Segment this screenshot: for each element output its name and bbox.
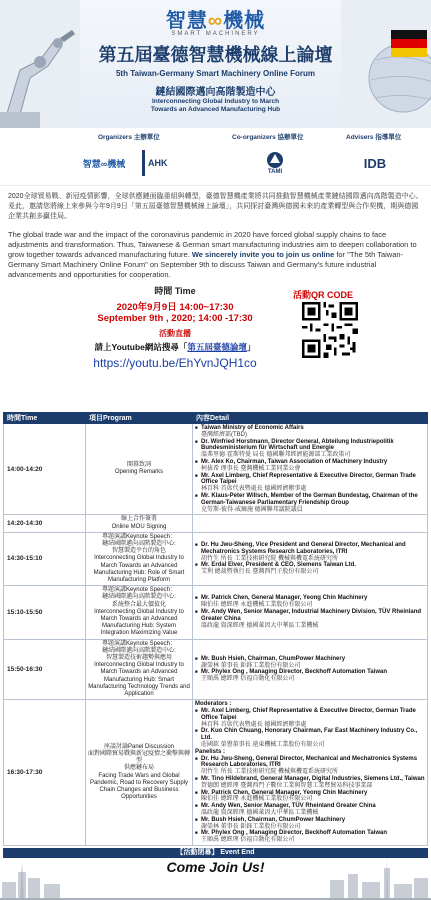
intro-en-part1: The global trade war and the impact of the coronavirus pandemic in 2020 have forced global supply chains to face adjustments and transformation. Thus, Taiwanese & German smart manufacturing industries aim to deepen collaboration to grow together towards advanced manufacturing future.	[8, 230, 417, 259]
infinity-icon: ∞	[207, 10, 224, 32]
speaker-name-zh: 陳伯佳 總經理 永進機械工業股份有限公司	[201, 796, 313, 803]
qr-code-icon[interactable]	[302, 302, 358, 358]
program-line: 鏈結國際邁向高階製造中心:	[102, 540, 176, 547]
program-line: 智慧製造技術趨勢與應用	[105, 655, 172, 662]
program-line: 供應鏈布局	[123, 765, 154, 772]
agenda-program	[86, 586, 193, 639]
agenda-row	[4, 515, 428, 532]
youtube-search-suffix: 」	[246, 342, 256, 352]
idb-label: IDB	[363, 155, 387, 171]
intro-en-invite: We sincerely invite you to join us online	[191, 250, 335, 259]
speaker-name-en: ■ Mr. Axel Limberg, Chief Representative & Executive Director, German Trade Office Taipei	[201, 472, 416, 486]
theme-title-en-line2: Towards an Advanced Manufacturing Hub	[150, 106, 281, 113]
agenda-program	[86, 515, 193, 532]
agenda-row	[4, 639, 428, 700]
agenda-detail	[193, 586, 428, 639]
speaker-item	[195, 803, 425, 817]
speaker-name-en: ■ Dr. Hu Jwu-Sheng, Vice President and General Director, Mechanical and Mechatronics Systems Research Laboratories, ITRI	[201, 541, 406, 555]
speaker-name-zh: 溫弗里德·霍斯特曼 局長 德國聯邦經濟能源部工業政策司	[201, 452, 351, 459]
speaker-item	[195, 756, 425, 776]
event-end-bar: 【活動閉幕】 Event End	[3, 848, 428, 858]
speaker-item	[195, 459, 425, 473]
theme-title-zh: 鏈結國際邁向高階製造中心	[155, 87, 276, 98]
logo-subtitle: SMART MACHINERY	[171, 31, 260, 37]
speaker-name-zh: 林百科 首席代表暨處長 德國經濟辦事處	[201, 486, 307, 493]
agenda-detail	[193, 700, 428, 846]
program-line: 鏈結國際邁向高階製造中心:	[102, 647, 176, 654]
agenda-time: 16:30-17:30	[4, 700, 86, 846]
youtube-link[interactable]: https://youtu.be/EhYvnJQH1co	[93, 356, 257, 370]
come-join-us-slogan: Come Join Us!	[166, 859, 265, 875]
event-date-en: September 9th , 2020; 14:00 -17:30	[97, 313, 253, 324]
speaker-name-en: ■ Mr. Patrick Chen, General Manager, Yeong Chin Machinery	[201, 595, 368, 602]
agenda-detail	[193, 515, 428, 532]
speaker-name-en: ■ Mr. Axel Limberg, Chief Representative & Executive Director, German Trade Office Taipei	[201, 708, 416, 721]
header-time: 時間Time	[4, 413, 86, 424]
speaker-name-zh: 謝榮林 董事長 鉅鋒工業股份有限公司	[201, 823, 301, 830]
agenda-detail	[193, 532, 428, 585]
speaker-name-en: ■ Mr. Alex Ko, Chairman, Taiwan Association of Machinery Industry	[201, 458, 388, 465]
event-date-zh: 2020年9月9日 14:00~17:30	[116, 302, 234, 313]
speaker-item	[195, 790, 425, 804]
speaker-item	[195, 473, 425, 493]
speaker-item	[195, 817, 425, 831]
speaker-name-en: ■ Mr. Phylex Ong , Managing Director, Beckhoff Automation Taiwan	[201, 830, 388, 837]
speaker-name-en: ■ Mr. Tino Hildebrand, General Manager, Digital Industries, Siemens Ltd., Taiwan	[201, 776, 425, 782]
speaker-item	[195, 439, 425, 459]
program-line: 線上合作簽署	[120, 516, 157, 523]
speaker-name-zh: 克勞斯-彼得·威爾施 德國聯邦議院議員	[201, 506, 303, 513]
agenda-time: 15:10-15:50	[4, 586, 86, 639]
speaker-item	[195, 830, 425, 844]
schedule-info	[60, 284, 290, 370]
program-line: 鏈結國際邁向高階製造中心:	[102, 594, 176, 601]
agenda-header-row	[4, 413, 428, 424]
tami-logo	[255, 150, 295, 176]
speaker-name-zh: 謝榮林 董事長 鉅鋒工業股份有限公司	[201, 662, 301, 669]
speaker-item	[195, 542, 425, 562]
speaker-item	[195, 425, 425, 439]
speaker-name-en: ■ Mr. Erdal Elver, President & CEO, Siemens Taiwan Ltd.	[201, 562, 356, 569]
youtube-search-keyword[interactable]: 第五屆臺德論壇	[187, 342, 247, 352]
tami-emblem-icon	[266, 151, 284, 169]
coorganizers-heading: Co-organizers 協辦單位	[232, 134, 304, 141]
speaker-name-zh: 艾利 總裁暨執行長 臺灣西門子股份有限公司	[201, 569, 319, 576]
speaker-item	[195, 609, 425, 629]
livestream-label: 活動直播	[159, 329, 191, 338]
program-line: Interconnecting Global Industry to March Towards an Advanced Manufacturing Hub: Smart Manufacturing Technology Trends and Application	[88, 662, 190, 698]
header-banner	[0, 0, 431, 128]
agenda-program	[86, 639, 193, 700]
speaker-name-zh: 王順禹 總經理 倍福自動化有限公司	[201, 837, 295, 844]
speaker-item	[195, 595, 425, 609]
header-program: 項目Program	[86, 413, 193, 424]
speaker-item	[195, 656, 425, 670]
speaker-name-en: ■ Mr. Klaus-Peter Willsch, Member of the German Bundestag, Chairman of the German-Taiwanese Parliamentary Friendship Group	[201, 492, 418, 506]
speaker-item	[195, 493, 425, 513]
program-line: Facing Trade Wars and Global Pandemic, Road to Recovery Supply Chain Changes and Business Opportunities	[89, 772, 189, 801]
program-line: 開幕致詞	[126, 461, 151, 468]
speaker-name-zh: 王順禹 總經理 倍福自動化有限公司	[201, 676, 295, 683]
logo-text-2: 機械	[223, 10, 266, 32]
program-line: Opening Remarks	[114, 469, 164, 476]
qr-code-label: 活動QR CODE	[293, 290, 354, 300]
speaker-item	[195, 776, 425, 790]
ahk-logo: AHK	[142, 150, 202, 176]
intro-paragraph-zh: 2020全球貿易戰、新冠疫情影響，全球供應鏈面臨重組與轉型，臺德智慧機產業將共同推動智慧機械產業鏈結國際邁向高階製造中心。爰此，邀請您將線上來參與今年9月9日「第五屆臺德智慧機械線上論壇」，共同探討臺灣與德國未來的產業轉型與合作契機，期與德國企業共創多贏佳局。	[8, 193, 423, 220]
program-line: 座談討論Panel Discussion	[103, 743, 175, 750]
forum-title-zh: 第五屆臺德智慧機械線上論壇	[98, 45, 333, 65]
speaker-name-en: ■ Dr. Kuo Chin Chuang, Honorary Chairman, Far East Machinery Industry Co., Ltd.	[201, 728, 418, 742]
speaker-name-en: ■ Mr. Patrick Chen, General Manager, Yeong Chin Machinery	[201, 789, 368, 796]
speaker-name-en: ■ Mr. Phylex Ong , Managing Director, Beckhoff Automation Taiwan	[201, 669, 388, 676]
agenda-row	[4, 700, 428, 846]
program-line: 專題演講Keynote Speech：	[101, 640, 177, 647]
speaker-item	[195, 669, 425, 683]
program-line: Interconnecting Global Industry to March Towards an Advanced Manufacturing Hub: System Integration Maximizing Value	[94, 608, 184, 637]
speaker-name-zh: 臺灣經濟部(TBD)	[201, 431, 247, 438]
logo-text-1: 智慧	[165, 10, 208, 32]
agenda-time: 14:20-14:30	[4, 515, 86, 532]
title-block	[0, 4, 431, 114]
speaker-name-zh: 柯拔希 理事長 臺灣機械工業同業公會	[201, 465, 301, 472]
agenda-time: 14:30-15:10	[4, 532, 86, 585]
program-line: 專題演講Keynote Speech：	[101, 587, 177, 594]
tami-label: TAMI	[267, 169, 283, 175]
idb-logo	[355, 150, 395, 176]
intro-paragraph-en	[0, 222, 431, 280]
smart-machinery-logo	[166, 4, 265, 33]
agenda-row	[4, 586, 428, 639]
smart-machinery-org-logo: 智慧∞機械	[82, 158, 126, 169]
speaker-name-zh: 陳伯佳 總經理 永進機械工業股份有限公司	[201, 602, 313, 609]
agenda-time: 14:00-14:20	[4, 424, 86, 515]
youtube-search-prefix: 請上Youtube網站搜尋「	[94, 342, 188, 352]
youtube-search-instruction	[60, 341, 290, 353]
speaker-name-zh: 賀德朗 總經理 臺灣西門子數位工業與智慧工業暨貿易科技事業部	[201, 782, 373, 789]
agenda-program	[86, 700, 193, 846]
program-line: 智慧製造平台的角色	[111, 548, 166, 555]
speaker-item	[195, 708, 425, 728]
agenda-detail	[193, 639, 428, 700]
advisers-heading: Advisers 指導單位	[346, 134, 402, 141]
time-label: 時間 Time	[154, 286, 196, 296]
speaker-item	[195, 728, 425, 748]
speaker-name-en: ■ Taiwan Ministry of Economic Affairs	[201, 425, 304, 431]
speaker-name-zh: 胡竹生 所長 工業技術研究院 機械與機電系統研究所	[201, 769, 339, 776]
speaker-item	[195, 562, 425, 576]
theme-title-en-line1: Interconnecting Global Industry to March	[151, 98, 280, 105]
speaker-name-zh: 林百科 首席代表暨處長 德國經濟辦事處	[201, 721, 307, 728]
organizers-heading: Organizers 主辦單位	[98, 134, 160, 141]
program-line: 專題演講Keynote Speech：	[101, 533, 177, 540]
speaker-name-en: ■ Mr. Andy Wen, Senior Manager, Industrial Machinery Division, TÜV Rheinland Greater China	[201, 609, 422, 622]
speaker-name-en: ■ Dr. Hu Jwu-Sheng, General Director, Mechanical and Mechatronics Systems Research Laboratories, ITRI	[201, 755, 418, 769]
speaker-name-zh: 溫政龍 資深經理 德國萊因大中華區工業機械	[201, 809, 319, 816]
speaker-name-zh: 溫政龍 資深經理 德國萊因大中華區工業機械	[201, 622, 319, 629]
agenda-row	[4, 532, 428, 585]
panelists-label: Panelists :	[195, 748, 226, 755]
agenda-detail	[193, 424, 428, 515]
organizers-strip	[0, 128, 431, 186]
agenda-time: 15:50-16:30	[4, 639, 86, 700]
agenda-program	[86, 424, 193, 515]
header-detail: 內容Detail	[193, 413, 428, 424]
speaker-name-en: ■ Mr. Andy Wen, Senior Manager, TÜV Rheinland Greater China	[201, 803, 376, 810]
program-line: 系統整合最大價值化	[111, 601, 166, 608]
program-line: 面對國際貿易戰與新冠疫情之衝擊與轉型	[88, 750, 191, 765]
speaker-name-en: ■ Mr. Bush Hsieh, Chairman, ChumPower Machinery	[201, 655, 346, 662]
agenda-table	[3, 412, 428, 846]
schedule-block	[0, 280, 431, 412]
forum-title-en: 5th Taiwan-Germany Smart Machinery Online Forum	[115, 69, 315, 78]
agenda-program	[86, 532, 193, 585]
agenda-row	[4, 424, 428, 515]
intro-en-part2: for "The 5th Taiwan-Germany Smart Machinery Online Forum" on September 9th to discuss Taiwan and Germany's future industrial advancements and opportunities for cooperation.	[8, 250, 404, 279]
speaker-name-en: ■ Dr. Winfried Horstmann, Director General, Abteilung Industriepolitik Bundesministerium für Wirtschaft und Energie	[201, 438, 394, 452]
speaker-name-zh: 胡竹生 所長 工業技術研究院 機械與機電系統研究所	[201, 555, 339, 562]
moderators-label: Moderators :	[195, 701, 232, 708]
program-line: Online MOU Signing	[111, 523, 167, 530]
speaker-name-en: ■ Mr. Bush Hsieh, Chairman, ChumPower Machinery	[201, 816, 346, 823]
program-line: Interconnecting Global Industry to March Towards an Advanced Manufacturing Hub: Role of Smart Manufacturing Platform	[93, 555, 185, 583]
speaker-name-zh: 莊國欽 榮譽董事長 遠東機械工業股份有限公司	[201, 742, 325, 749]
